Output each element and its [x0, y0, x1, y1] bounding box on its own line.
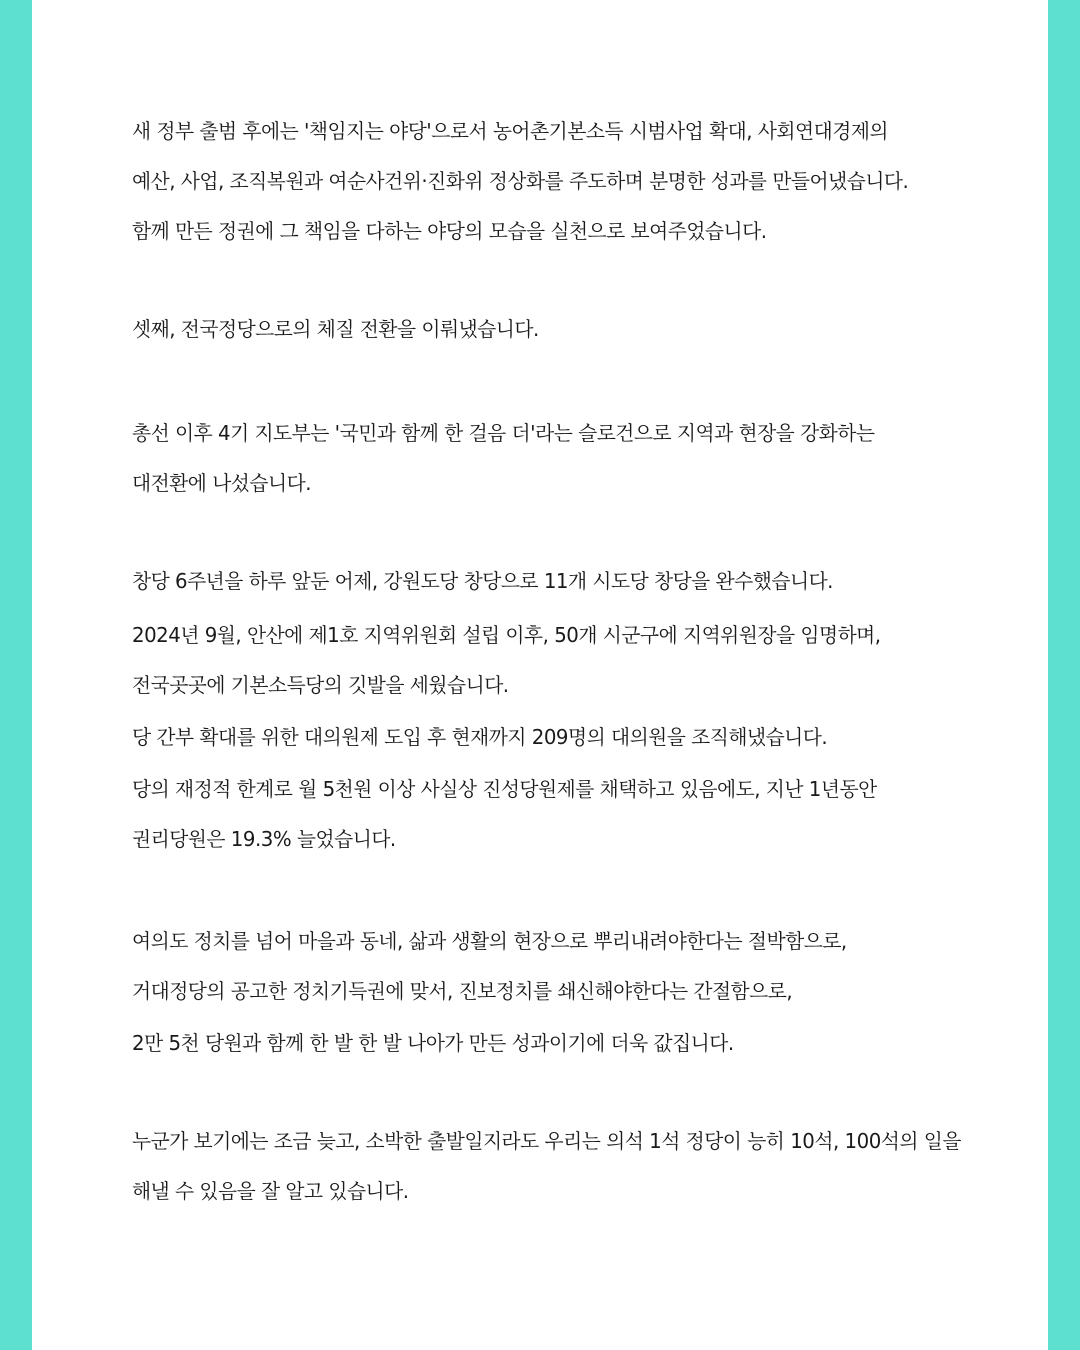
text-line: 창당 6주년을 하루 앞둔 어제, 강원도당 창당으로 11개 시도당 창당을 완수했습니다.: [132, 569, 833, 593]
text-line: 총선 이후 4기 지도부는 '국민과 함께 한 걸음 더'라는 슬로건으로 지역과 현장을 강화하는: [132, 421, 875, 445]
right-teal-border: [1048, 0, 1080, 1350]
text-line: 누군가 보기에는 조금 늦고, 소박한 출발일지라도 우리는 의석 1석 정당이 능히 10석, 100석의 일을: [132, 1129, 961, 1153]
text-line: 2만 5천 당원과 함께 한 발 한 발 나아가 만든 성과이기에 더욱 값집니다.: [132, 1031, 734, 1055]
text-line: 여의도 정치를 넘어 마을과 동네, 삶과 생활의 현장으로 뿌리내려야한다는 절박함으로,: [132, 929, 847, 953]
text-line: 권리당원은 19.3% 늘었습니다.: [132, 827, 396, 851]
text-line: 당 간부 확대를 위한 대의원제 도입 후 현재까지 209명의 대의원을 조직해냈습니다.: [132, 725, 828, 749]
text-line: 셋째, 전국정당으로의 체질 전환을 이뤄냈습니다.: [132, 317, 539, 341]
text-line: 함께 만든 정권에 그 책임을 다하는 야당의 모습을 실천으로 보여주었습니다.: [132, 219, 767, 243]
handwritten-letter-page: [32, 0, 1048, 1350]
text-line: 새 정부 출범 후에는 '책임지는 야당'으로서 농어촌기본소득 시범사업 확대, 사회연대경제의: [132, 119, 889, 143]
text-line: 해낼 수 있음을 잘 알고 있습니다.: [132, 1179, 409, 1203]
text-line: 전국곳곳에 기본소득당의 깃발을 세웠습니다.: [132, 673, 509, 697]
text-line: 거대정당의 공고한 정치기득권에 맞서, 진보정치를 쇄신해야한다는 간절함으로,: [132, 979, 793, 1003]
text-line: 당의 재정적 한계로 월 5천원 이상 사실상 진성당원제를 채택하고 있음에도, 지난 1년동안: [132, 777, 877, 801]
text-line: 대전환에 나섰습니다.: [132, 471, 312, 495]
text-line: 예산, 사업, 조직복원과 여순사건위·진화위 정상화를 주도하며 분명한 성과를 만들어냈습니다.: [132, 169, 909, 193]
text-line: 2024년 9월, 안산에 제1호 지역위원회 설립 이후, 50개 시군구에 지역위원장을 임명하며,: [132, 623, 881, 647]
left-teal-border: [0, 0, 32, 1350]
